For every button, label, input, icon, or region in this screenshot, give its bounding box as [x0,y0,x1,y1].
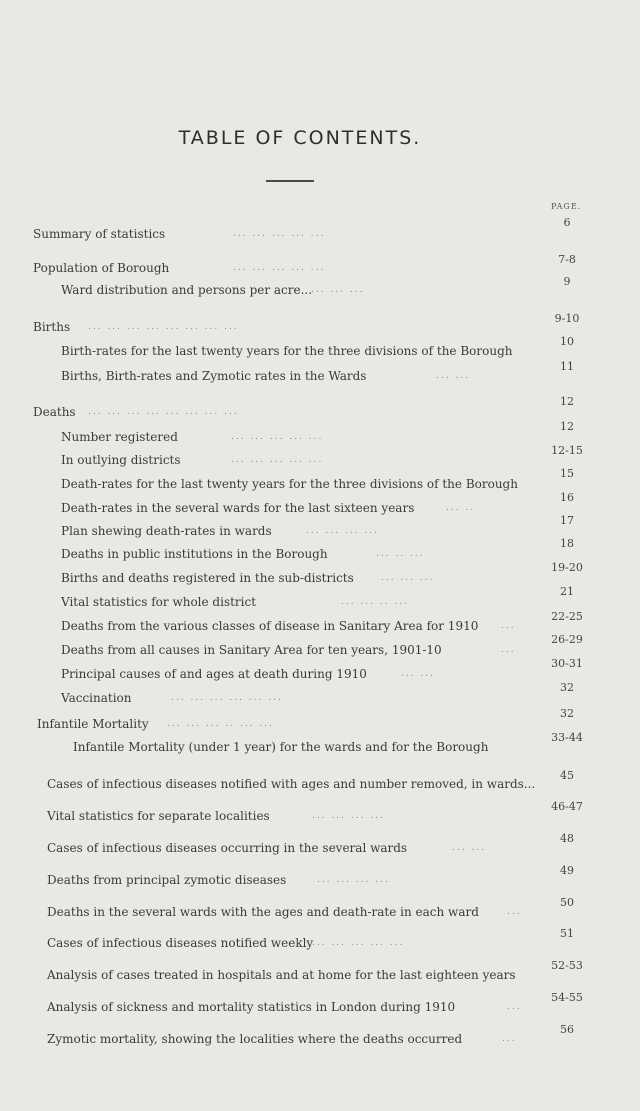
toc-entry-label: Cases of infectious diseases notified weekly [47,936,314,950]
toc-entry-page: 46-47 [551,800,583,813]
leader-dots: ... ... ... ... ... ... ... ... [88,407,239,417]
toc-entry-page: 10 [560,335,574,348]
toc-entry-page: 54-55 [551,991,583,1004]
toc-entry-page: 32 [560,707,574,720]
toc-entry-page: 30-31 [551,657,583,670]
toc-entry-label: Infantile Mortality (under 1 year) for the wards and for the Borough [73,740,489,754]
toc-entry-page: 17 [560,514,574,527]
toc-entry-label: Deaths from all causes in Sanitary Area for ten years, 1901-10 [61,643,442,657]
title-rule [266,180,314,182]
toc-entry-page: 21 [560,585,574,598]
toc-entry-label: Cases of infectious diseases notified with ages and number removed, in wards... [47,777,536,791]
toc-entry-label: Vaccination [61,691,132,705]
leader-dots: ... ... ... ... ... [312,938,405,948]
toc-entry-label: Ward distribution and persons per acre... [61,283,313,297]
leader-dots: ... [501,645,516,655]
toc-entry-page: 12 [560,420,574,433]
toc-entry-label: Vital statistics for whole district [61,595,257,609]
toc-entry-label: Analysis of cases treated in hospitals and at home for the last eighteen years [47,968,516,982]
leader-dots: ... ... [436,371,471,381]
leader-dots: ... [501,621,516,631]
toc-entry-label: Deaths in public institutions in the Borough [61,547,328,561]
leader-dots: ... ... ... ... [317,875,390,885]
toc-entry-label: Population of Borough [33,261,170,275]
toc-entry-label: Deaths [33,405,76,419]
leader-dots: ... ... [452,843,487,853]
leader-dots: ... ... ... ... [306,526,379,536]
toc-entry-label: Deaths in the several wards with the ages and death-rate in each ward [47,905,479,919]
leader-dots: ... [507,907,522,917]
leader-dots: ... ... ... ... ... [231,432,324,442]
toc-entry-label: Deaths from principal zymotic diseases [47,873,287,887]
toc-entry-label: Births [33,320,71,334]
page-column-header: PAGE. [551,202,582,211]
leader-dots: ... ... ... ... ... [233,229,326,239]
toc-entry-label: Summary of statistics [33,227,166,241]
leader-dots: ... [502,1034,517,1044]
toc-entry-page: 7-8 [558,253,576,266]
toc-entry-label: Deaths from the various classes of disease in Sanitary Area for 1910 [61,619,479,633]
toc-entry-label: Death-rates in the several wards for the last sixteen years [61,501,415,515]
leader-dots: ... [507,1002,522,1012]
leader-dots: ... ... ... [381,573,435,583]
toc-entry-label: In outlying districts [61,453,181,467]
toc-entry-label: Number registered [61,430,178,444]
toc-entry-page: 48 [560,832,574,845]
toc-entry-page: 45 [560,769,574,782]
toc-entry-label: Plan shewing death-rates in wards [61,524,272,538]
leader-dots: ... ... ... [311,285,365,295]
toc-entry-page: 9 [563,275,571,288]
toc-entry-page: 51 [560,927,574,940]
toc-entry-page: 32 [560,681,574,694]
toc-entry-label: Vital statistics for separate localities [47,809,270,823]
toc-entry-page: 11 [560,360,574,373]
toc-entry-page: 52-53 [551,959,583,972]
leader-dots: ... ... ... ... ... [233,263,326,273]
leader-dots: ... ... .. ... [341,597,410,607]
toc-entry-page: 33-44 [551,731,583,744]
toc-entry-label: Birth-rates for the last twenty years for the three divisions of the Borough [61,344,513,358]
toc-entry-page: 18 [560,537,574,550]
toc-entry-page: 26-29 [551,633,583,646]
toc-entry-page: 6 [563,216,571,229]
toc-entry-page: 9-10 [554,312,580,325]
toc-entry-page: 22-25 [551,610,583,623]
toc-entry-label: Principal causes of and ages at death during 1910 [61,667,367,681]
toc-entry-label: Births and deaths registered in the sub-districts [61,571,354,585]
leader-dots: ... ... ... ... ... ... [171,693,283,703]
toc-entry-page: 50 [560,896,574,909]
toc-entry-label: Cases of infectious diseases occurring in the several wards [47,841,408,855]
leader-dots: ... .. ... [376,549,425,559]
toc-entry-label: Analysis of sickness and mortality statistics in London during 1910 [47,1000,456,1014]
page-title: TABLE OF CONTENTS. [178,126,422,149]
toc-entry-page: 56 [560,1023,574,1036]
toc-entry-page: 12 [560,395,574,408]
toc-entry-label: Infantile Mortality [37,717,149,731]
leader-dots: ... ... ... .. ... ... [167,719,274,729]
leader-dots: ... ... ... ... ... ... ... ... [88,322,239,332]
toc-entry-page: 49 [560,864,574,877]
toc-entry-page: 12-15 [551,444,583,457]
leader-dots: ... ... ... ... ... [231,455,324,465]
toc-entry-page: 19-20 [551,561,583,574]
toc-entry-label: Births, Birth-rates and Zymotic rates in the Wards [61,369,367,383]
toc-entry-label: Zymotic mortality, showing the localities where the deaths occurred [47,1032,463,1046]
toc-entry-page: 15 [560,467,574,480]
leader-dots: ... ... ... ... [312,811,385,821]
leader-dots: ... ... [401,669,436,679]
toc-entry-label: Death-rates for the last twenty years for the three divisions of the Borough [61,477,518,491]
toc-entry-page: 16 [560,491,574,504]
leader-dots: ... .. [446,503,476,513]
